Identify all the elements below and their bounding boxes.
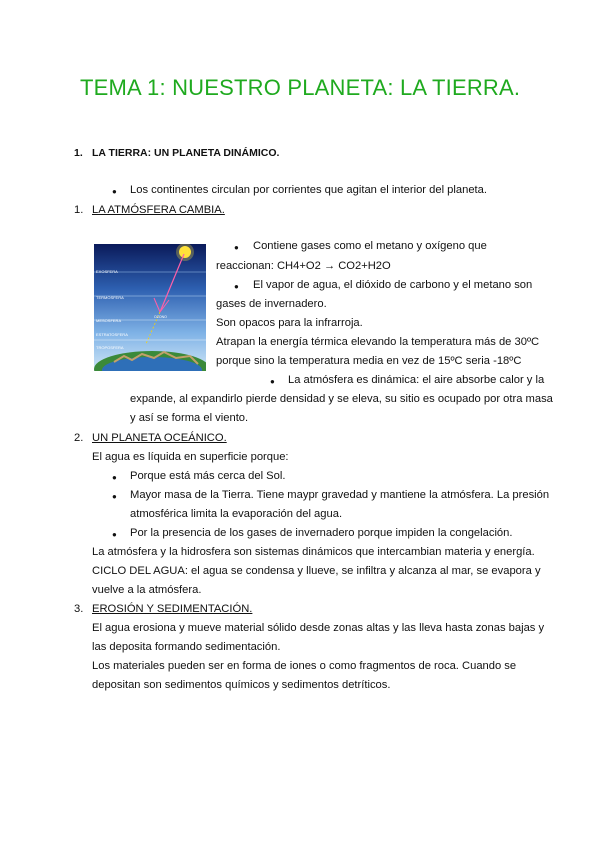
section-2-bullet-2-line-2: atmosférica limita la evaporación del agua. (130, 508, 343, 520)
figure-label-mesosfera: MESOSFERA (96, 318, 122, 323)
section-1-bullet-2-line-1: El vapor de agua, el dióxido de carbono y el metano son (253, 279, 533, 291)
bullet-icon: ● (234, 243, 239, 252)
figure-label-estratosfera: ESTRATOSFERA (96, 332, 128, 337)
section-2-line-2: CICLO DEL AGUA: el agua se condensa y llueve, se infiltra y alcanza al mar, se evapora y (92, 565, 541, 577)
bullet-icon: ● (112, 492, 117, 501)
section-1-bullet-3-line-2: expande, al expandirlo pierde densidad y se eleva, su sitio es ocupado por otra masa (130, 393, 553, 405)
bullet-icon: ● (234, 282, 239, 291)
section-1-bullet-1-line-1: Contiene gases como el metano y oxígeno que (253, 240, 487, 252)
section-1-bullet-3-line-1: La atmósfera es dinámica: el aire absorbe calor y la (288, 374, 545, 386)
section-2-bullet-3: Por la presencia de los gases de invernadero porque impiden la congelación. (130, 527, 513, 539)
section-0-number: 1. (74, 147, 83, 159)
section-3-line-1: El agua erosiona y mueve material sólido desde zonas altas y las lleva hasta zonas bajas y (92, 622, 545, 634)
section-3-line-2: las deposita formando sedimentación. (92, 641, 281, 653)
figure-label-termosfera: TERMOSFERA (96, 295, 124, 300)
page-title: TEMA 1: NUESTRO PLANETA: LA TIERRA. (80, 75, 521, 100)
atmosphere-layers-figure (94, 244, 206, 371)
section-2-heading: UN PLANETA OCEÁNICO. (92, 432, 227, 444)
section-1-bullet-2-line-2: gases de invernadero. (216, 298, 327, 310)
section-3-heading: EROSIÓN Y SEDIMENTACIÓN. (92, 603, 253, 615)
section-0-heading: LA TIERRA: UN PLANETA DINÁMICO. (92, 147, 280, 159)
section-1-number: 1. (74, 204, 84, 216)
section-1-line-4: Atrapan la energía térmica elevando la temperatura más de 30ºC (216, 336, 540, 348)
section-3-number: 3. (74, 603, 84, 615)
section-0-bullet-1: Los continentes circulan por corrientes que agitan el interior del planeta. (130, 184, 487, 196)
bullet-icon: ● (112, 530, 117, 539)
section-1-bullet-3-line-3: y así se forma el viento. (130, 412, 249, 424)
bullet-icon: ● (112, 473, 117, 482)
section-2-intro: El agua es líquida en superficie porque: (92, 451, 289, 463)
section-2-line-3: vuelve a la atmósfera. (92, 584, 202, 596)
figure-label-exosfera: EXOSFERA (96, 269, 118, 274)
section-2-bullet-1: Porque está más cerca del Sol. (130, 470, 286, 482)
section-1-heading: LA ATMÓSFERA CAMBIA. (92, 204, 225, 216)
section-3-line-4: depositan son sedimentos químicos y sedimentos detríticos. (92, 679, 391, 691)
section-2-line-1: La atmósfera y la hidrosfera son sistemas dinámicos que intercambian materia y energía. (92, 546, 535, 558)
figure-label-troposfera: TROPOSFERA (96, 345, 124, 350)
bullet-icon: ● (270, 377, 275, 386)
section-1-bullet-1-line-2: reaccionan: CH4+O2 → CO2+H2O (216, 260, 391, 272)
section-2-number: 2. (74, 432, 84, 444)
section-1-line-3: Son opacos para la infrarroja. (216, 317, 363, 329)
bullet-icon: ● (112, 187, 117, 196)
section-1-line-5: porque sino la temperatura media en vez de 15ºC seria -18ºC (216, 355, 522, 367)
section-3-line-3: Los materiales pueden ser en forma de iones o como fragmentos de roca. Cuando se (92, 660, 517, 672)
figure-label-ozono: OZONO (154, 315, 167, 319)
section-2-bullet-2-line-1: Mayor masa de la Tierra. Tiene maypr gravedad y mantiene la atmósfera. La presión (130, 489, 550, 501)
